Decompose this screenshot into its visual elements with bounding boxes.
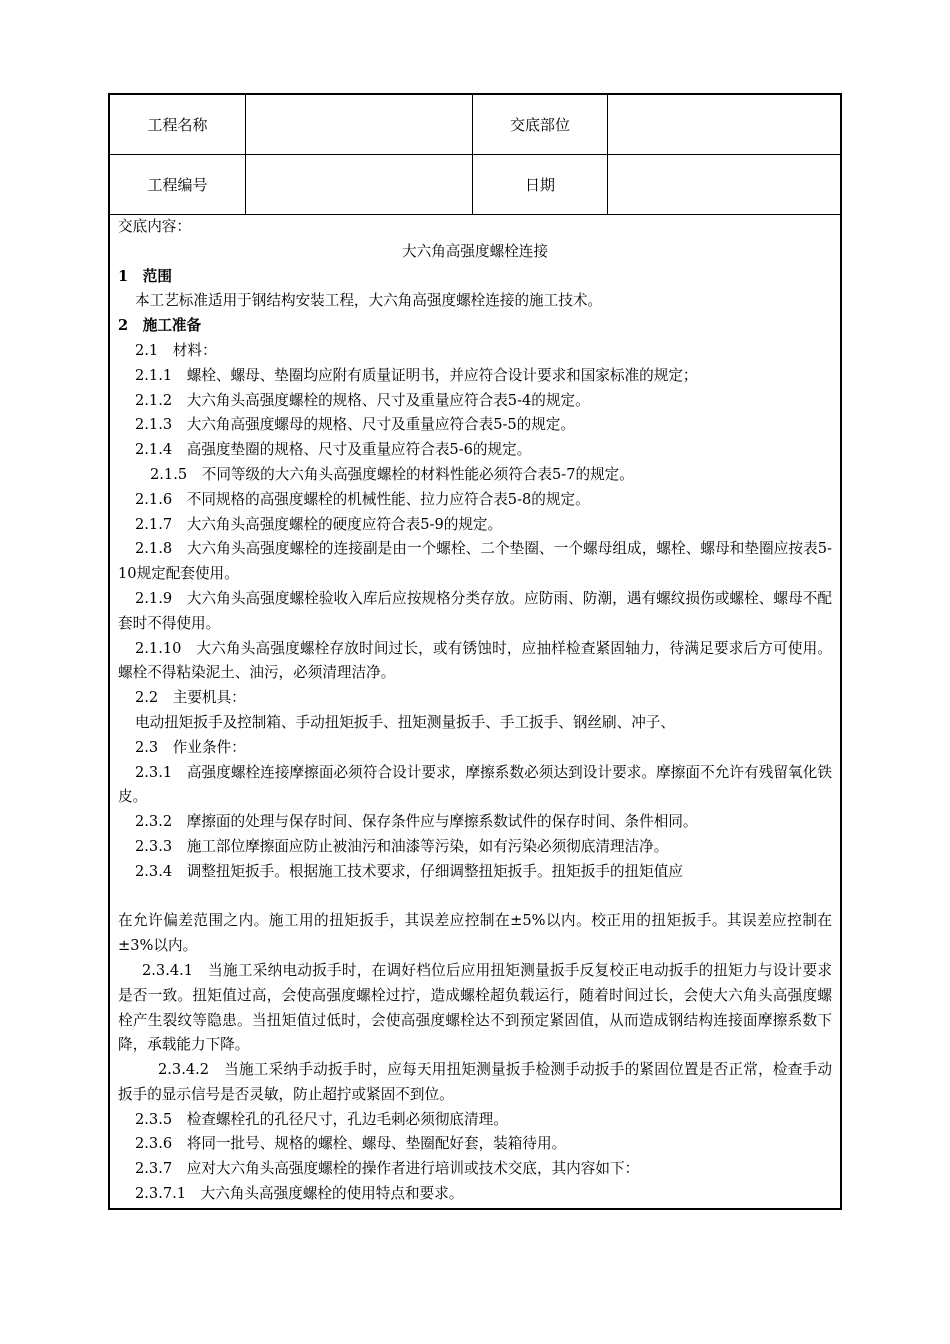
para-2-3-1: 2.3.1 高强度螺栓连接摩擦面必须符合设计要求，摩擦系数必须达到设计要求。摩擦面不允许有残留氧化铁皮。	[118, 763, 832, 806]
disclosure-content	[110, 215, 840, 1207]
para-2-1-8: 2.1.8 大六角头高强度螺栓的连接副是由一个螺栓、二个垫圈、一个螺母组成，螺栓、螺母和垫圈应按表5-10规定配套使用。	[118, 540, 832, 583]
disclosure-part-value	[608, 95, 840, 154]
section-1-heading: 1 范围	[118, 267, 172, 285]
document-title: 大六角高强度螺栓连接	[402, 242, 548, 260]
disclosure-part-label: 交底部位	[473, 95, 608, 154]
disclosure-form	[108, 93, 842, 1210]
project-name-label: 工程名称	[110, 95, 246, 154]
para-2-3-3: 2.3.3 施工部位摩擦面应防止被油污和油漆等污染，如有污染必须彻底清理洁净。	[135, 837, 669, 855]
header-row-2	[110, 155, 840, 215]
para-2-1-10: 2.1.10 大六角头高强度螺栓存放时间过长，或有锈蚀时，应抽样检查紧固轴力，待满足要求后方可使用。螺栓不得粘染泥土、油污，必须清理洁净。	[118, 639, 832, 682]
para-2-1-2: 2.1.2 大六角头高强度螺栓的规格、尺寸及重量应符合表5-4的规定。	[135, 391, 590, 409]
blank-gap	[118, 885, 832, 910]
para-2-1-1: 2.1.1 螺栓、螺母、垫圈均应附有质量证明书，并应符合设计要求和国家标准的规定；	[135, 366, 698, 384]
date-value	[608, 155, 840, 214]
para-2-1-7: 2.1.7 大六角头高强度螺栓的硬度应符合表5-9的规定。	[135, 515, 503, 533]
para-2-3-4: 2.3.4 调整扭矩扳手。根据施工技术要求，仔细调整扭矩扳手。扭矩扳手的扭矩值应	[135, 862, 683, 880]
para-2-3-4-continued: 在允许偏差范围之内。施工用的扭矩扳手，其误差应控制在±5%以内。校正用的扭矩扳手。其误差应控制在±3%以内。	[118, 912, 832, 955]
project-name-value	[246, 95, 473, 154]
header-row-1	[110, 95, 840, 155]
para-2-3-7-1: 2.3.7.1 大六角头高强度螺栓的使用特点和要求。	[135, 1185, 464, 1203]
date-label: 日期	[473, 155, 608, 214]
para-2-3-4-1: 2.3.4.1 当施工采纳电动扳手时，在调好档位后应用扭矩测量扳手反复校正电动扳手的扭矩力与设计要求是否一致。扭矩值过高，会使高强度螺栓过拧，造成螺栓超负载运行，随着时间过长，会使大六角头高强度螺栓产生裂纹等隐患。当扭矩值过低时，会使高强度螺栓达不到预定紧固值，从而造成钢结构连接面摩擦系数下降，承载能力下降。	[118, 961, 832, 1054]
para-2-3: 2.3 作业条件：	[135, 738, 246, 756]
para-2-2-text: 电动扭矩扳手及控制箱、手动扭矩扳手、扭矩测量扳手、手工扳手、钢丝刷、冲子、	[135, 713, 675, 731]
para-2-3-2: 2.3.2 摩擦面的处理与保存时间、保存条件应与摩擦系数试件的保存时间、条件相同。	[135, 813, 698, 831]
section-2-heading: 2 施工准备	[118, 317, 202, 335]
content-label: 交底内容：	[118, 218, 191, 235]
para-2-1-5: 2.1.5 不同等级的大六角头高强度螺栓的材料性能必须符合表5-7的规定。	[150, 465, 634, 483]
project-number-label: 工程编号	[110, 155, 246, 214]
project-number-value	[246, 155, 473, 214]
para-2-1-6: 2.1.6 不同规格的高强度螺栓的机械性能、拉力应符合表5-8的规定。	[135, 490, 590, 508]
para-2-3-6: 2.3.6 将同一批号、规格的螺栓、螺母、垫圈配好套，装箱待用。	[135, 1135, 567, 1153]
para-2-2: 2.2 主要机具：	[135, 689, 246, 707]
para-2-1: 2.1 材料：	[135, 341, 217, 359]
para-2-1-9: 2.1.9 大六角头高强度螺栓验收入库后应按规格分类存放。应防雨、防潮，遇有螺纹损伤或螺栓、螺母不配套时不得使用。	[118, 589, 832, 632]
para-2-1-4: 2.1.4 高强度垫圈的规格、尺寸及重量应符合表5-6的规定。	[135, 441, 532, 459]
para-2-3-7: 2.3.7 应对大六角头高强度螺栓的操作者进行培训或技术交底，其内容如下：	[135, 1160, 640, 1178]
para-2-3-4-2: 2.3.4.2 当施工采纳手动扳手时，应每天用扭矩测量扳手检测手动扳手的紧固位置是否正常，检查手动扳手的显示信号是否灵敏，防止超拧或紧固不到位。	[118, 1061, 832, 1103]
para-2-3-5: 2.3.5 检查螺栓孔的孔径尺寸，孔边毛刺必须彻底清理。	[135, 1110, 508, 1128]
para-2-1-3: 2.1.3 大六角高强度螺母的规格、尺寸及重量应符合表5-5的规定。	[135, 416, 576, 434]
section-1-text: 本工艺标准适用于钢结构安装工程，大六角高强度螺栓连接的施工技术。	[135, 292, 603, 310]
